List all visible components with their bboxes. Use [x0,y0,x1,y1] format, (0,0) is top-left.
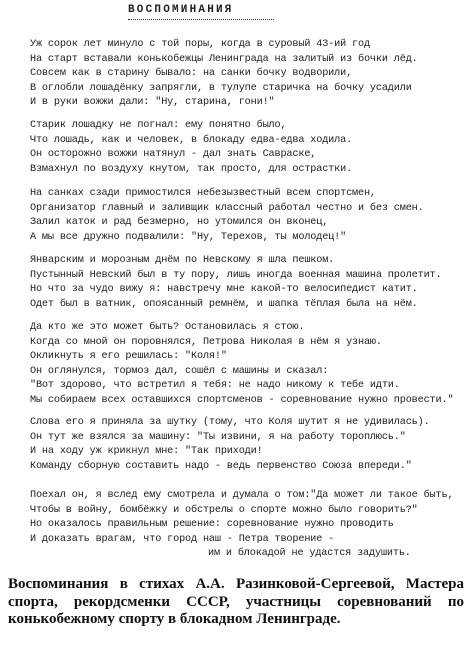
poem-line: Он осторожно вожжи натянул - дал знать Савраске, [30,149,317,160]
poem-line: На санках сзади примостился небезызвестный всем спортсмен, [30,188,376,199]
stanza-3 [30,187,462,245]
poem-line: Команду сборную составить надо - ведь первенство Союза впереди." [30,460,412,472]
poem-line: Он тут же взялся за машину: "Ты извини, я на работу тороплюсь." [30,431,406,443]
poem-line: Совсем как в старину бывало: на санки бочку водворили, [30,68,353,79]
poem-line: И в руки вожжи дали: "Ну, старина, гони!" [30,97,275,108]
title-underline [128,19,274,20]
document-title: ВОСПОМИНАНИЯ [128,4,234,16]
poem-line: Поехал он, я вслед ему смотрела и думала о том:"Да может ли такое быть, [30,490,454,501]
stanza-4 [30,254,462,312]
poem-line: Старик лошадку не погнал: ему понятно было, [30,120,287,131]
poem-line: Но что за чудо вижу я: навстречу мне какой-то велосипедист катит. [30,284,418,295]
stanza-1 [30,38,462,111]
stanza-7 [30,489,462,562]
poem-line: им и блокадой не удастся задушить. [208,548,411,559]
document-caption: Воспоминания в стихах А.А. Разинковой-Сергеевой, Мастера спорта, рекордсменки СССР, участницы соревнований по конькобежному спорту в блокадном Ленинграде. [8,576,464,627]
poem-line: Слова его я приняла за шутку (тому, что Коля шутит я не удивилась). [30,417,430,428]
poem-line: Окликнуть я его решилась: "Коля!" [30,351,227,362]
stanza-6 [30,416,462,474]
poem-line: И на ходу уж крикнул мне: "Так приходи! [30,446,263,457]
poem-line: Что лошадь, как и человек, в блокаду едва-едва ходила. [30,134,353,146]
poem-line: Когда со мной он поровнялся, Петрова Николая в нём я узнаю. [30,336,382,348]
poem-line: Организатор главный и заливщик классный работал честно и без смен. [30,202,424,214]
stanza-2 [30,119,462,177]
poem-line: А мы все дружно подвалили: "Ну, Терехов, ты молодец!" [30,231,347,243]
poem-line: В оглобли лошадёнку запрягли, в тулупе старичка на бочку усадили [30,82,412,94]
poem-line: Да кто же это может быть? Остановилась я стою. [30,322,305,333]
poem-line: Залил каток и рад безмерно, но утомился он вконец, [30,217,329,228]
poem-line: Пустынный Невский был в ту пору, лишь иногда военная машина пролетит. [30,269,442,281]
poem-line: Чтобы в войну, бомбёжку и обстрелы о спорте можно было говорить?" [30,504,418,516]
poem-line: Он оглянулся, тормоз дал, сошёл с машины и сказал: [30,365,329,377]
poem-line: Но оказалось правильным решение: соревнование нужно проводить [30,519,394,530]
poem-line: "Вот здорово, что встретил я тебя: не надо никому к тебе идти. [30,380,400,391]
poem-line: Уж сорок лет минуло с той поры, когда в суровый 43-ий год [30,39,370,50]
poem-line: И доказать врагам, что город наш - Петра творение - [30,533,335,545]
poem-line: Январским и морозным днём по Невскому я шла пешком. [30,255,335,266]
poem-line: Мы собираем всех оставшихся спортсменов - соревнование нужно провести." [30,394,454,406]
stanza-5 [30,321,462,408]
poem-line: Взмахнул по воздуху кнутом, так просто, для острастки. [30,163,353,175]
poem-line: На старт вставали конькобежцы Ленинграда на залитый из бочки лёд. [30,53,418,65]
poem-line: Одет был в ватник, опоясанный ремнём, и шапка тёплая была на нём. [30,298,418,310]
